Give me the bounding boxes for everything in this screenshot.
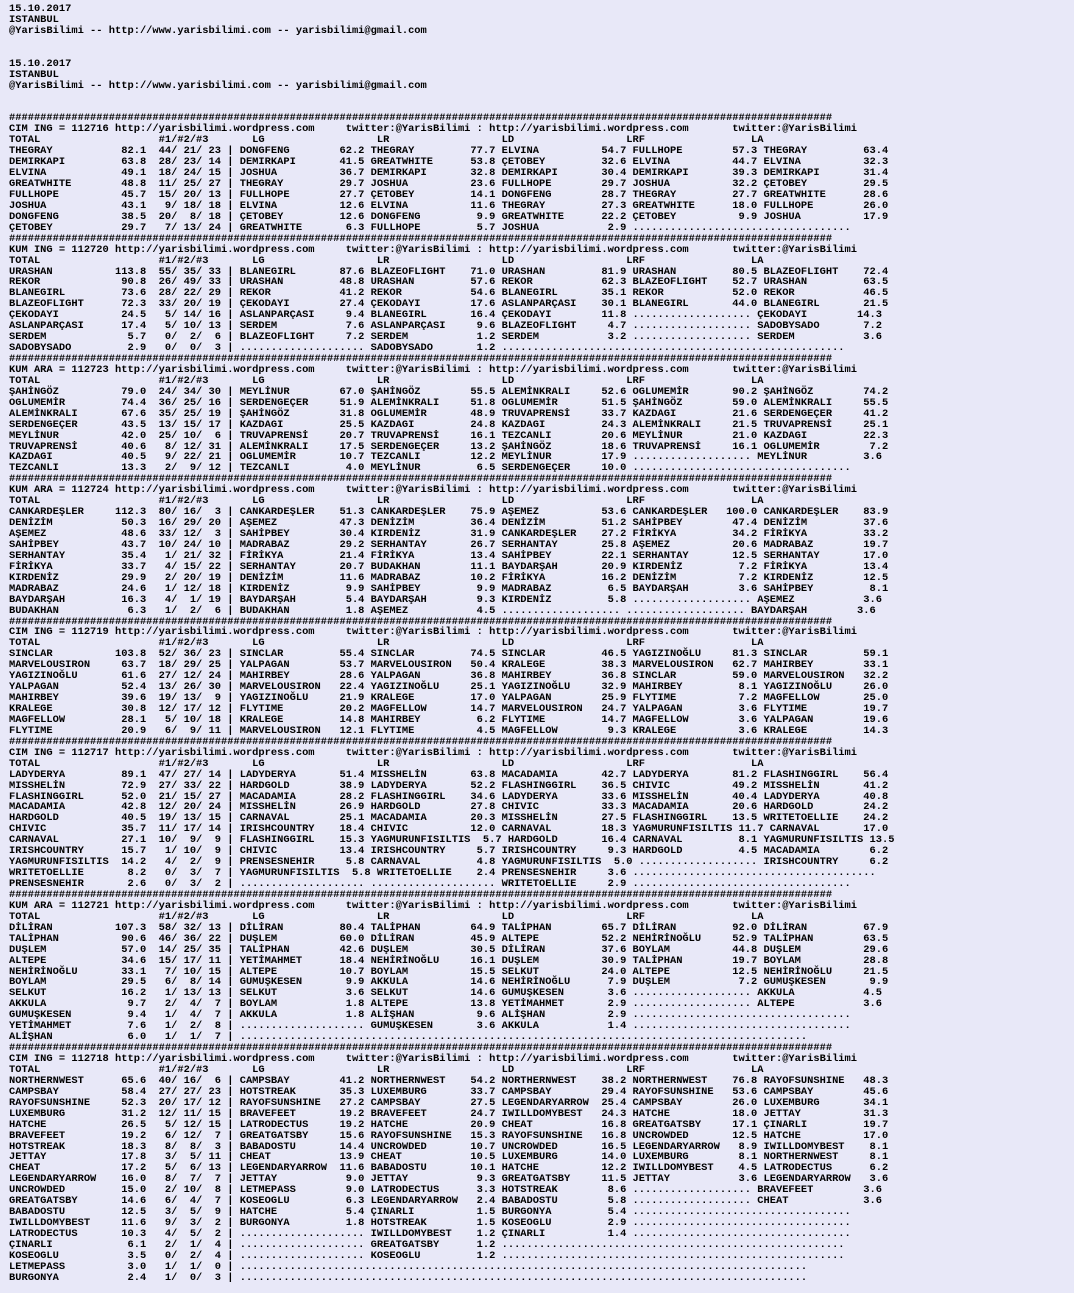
text-line: #################################################################################################################################### <box>9 1042 833 1055</box>
text-line: ÇINARLI 6.1 2/ 1/ 4 | .................... GREATGATSBY 1.2 ....................................................... <box>9 1238 845 1251</box>
text-line: ALEMİNKRALI 67.6 35/ 25/ 19 | ŞAHİNGÖZ 31.8 OGLUMEMİR 48.9 TRUVAPRENSİ 33.7 KAZDAGI 21.6 SERDENGEÇER 41.2 <box>9 407 889 420</box>
text-line: SAHİPBEY 43.7 10/ 24/ 10 | MADRABAZ 29.2 SERHANTAY 26.7 SERHANTAY 25.8 AŞEMEZ 20.6 MADRABAZ 19.7 <box>9 538 889 551</box>
text-line: HATCHE 26.5 5/ 12/ 15 | LATRODECTUS 19.2 HATCHE 20.9 CHEAT 16.8 GREATGATSBY 17.1 ÇINARLI 19.7 <box>9 1118 889 1131</box>
text-line: CANKARDEŞLER 112.3 80/ 16/ 3 | CANKARDEŞLER 51.3 CANKARDEŞLER 75.9 AŞEMEZ 53.6 CANKARDEŞLER 100.0 CANKARDEŞLER 83.9 <box>9 506 889 519</box>
text-line: GUMUŞKESEN 9.4 1/ 4/ 7 | AKKULA 1.8 ALİŞHAN 9.6 ALİŞHAN 2.9 ................................... <box>9 1009 851 1022</box>
text-line: TOTAL #1/#2/#3 LG LR LD LRF LA <box>9 637 764 650</box>
text-line <box>9 92 894 103</box>
text-line: TOTAL #1/#2/#3 LG LR LD LRF LA <box>9 495 764 508</box>
text-line: MADRABAZ 24.6 1/ 12/ 18 | KIRDENİZ 9.9 SAHİPBEY 9.9 MADRABAZ 6.5 BAYDARŞAH 3.6 SAHİPBEY 8.1 <box>9 582 889 595</box>
text-line: DEMIRKAPI 63.8 28/ 23/ 14 | DEMIRKAPI 41.5 GREATWHITE 53.8 ÇETOBEY 32.6 ELVINA 44.7 ELVINA 32.3 <box>9 156 889 169</box>
text-line: KOSEOGLU 3.5 0/ 2/ 4 | .................... KOSEOGLU 1.2 ....................................................... <box>9 1249 845 1262</box>
text-line: MEYLİNUR 42.0 25/ 10/ 6 | TRUVAPRENSİ 20.7 TRUVAPRENSİ 16.1 TEZCANLI 20.6 MEYLİNUR 21.0 KAZDAGI 22.3 <box>9 429 889 442</box>
text-line: KUM ARA = 112724 http://yarisbilimi.wordpress.com twitter:@YarisBilimi : http://yarisbilimi.wordpress.com twitter:@YarisBilimi <box>9 484 858 497</box>
text-line: #################################################################################################################################### <box>9 112 833 125</box>
text-line: NEHİRİNOĞLU 33.1 7/ 10/ 15 | ALTEPE 10.7 BOYLAM 15.5 SELKUT 24.0 ALTEPE 12.5 NEHİRİNOĞLU 21.5 <box>9 965 889 978</box>
text-line: IWILLDOMYBEST 11.6 9/ 3/ 2 | BURGONYA 1.8 HOTSTREAK 1.5 KOSEOGLU 2.9 ................................... <box>9 1217 851 1230</box>
text-line: URASHAN 113.8 55/ 35/ 33 | BLANEGIRL 87.6 BLAZEOFLIGHT 71.0 URASHAN 81.9 URASHAN 80.5 BLAZEOFLIGHT 72.4 <box>9 265 889 278</box>
text-line: #################################################################################################################################### <box>9 735 833 748</box>
text-line: CHEAT 17.2 5/ 6/ 13 | LEGENDARYARROW 11.6 BABADOSTU 10.1 HATCHE 12.2 IWILLDOMYBEST 4.5 LATRODECTUS 6.2 <box>9 1162 889 1175</box>
text-line: ALTEPE 34.6 15/ 17/ 11 | YETİMAHMET 18.4 NEHİRİNOĞLU 16.1 DUŞLEM 30.9 TALİPHAN 19.7 BOYLAM 28.8 <box>9 954 889 967</box>
text-line: ELVINA 49.1 18/ 24/ 15 | JOSHUA 36.7 DEMIRKAPI 32.8 DEMIRKAPI 30.4 DEMIRKAPI 39.3 DEMIRKAPI 31.4 <box>9 167 889 180</box>
text-line: FİRİKYA 33.7 4/ 15/ 22 | SERHANTAY 20.7 BUDAKHAN 11.1 BAYDARŞAH 20.9 KIRDENİZ 7.2 FİRİKYA 13.4 <box>9 560 889 573</box>
text-line: CARNAVAL 27.1 10/ 9/ 9 | FLASHINGGIRL 15.3 YAGMURUNFISILTIS 5.7 HARDGOLD 16.4 CARNAVAL 8.1 YAGMURUNFISILTIS 13.5 <box>9 834 895 847</box>
text-line: HARDGOLD 40.5 19/ 13/ 15 | CARNAVAL 25.1 MACADAMIA 20.3 MISSHELİN 27.5 FLASHINGGIRL 13.5 WRITETOELLIE 24.2 <box>9 812 889 825</box>
text-line: ŞAHİNGÖZ 79.0 24/ 34/ 30 | MEYLİNUR 67.0 ŞAHİNGÖZ 55.5 ALEMİNKRALI 52.6 OGLUMEMİR 90.2 ŞAHİNGÖZ 74.2 <box>9 385 889 398</box>
text-line: #################################################################################################################################### <box>9 353 833 365</box>
text-line: @YarisBilimi -- http://www.yarisbilimi.com -- yarisbilimi@gmail.com <box>9 79 427 92</box>
text-line: SERHANTAY 35.4 1/ 21/ 32 | FİRİKYA 21.4 FİRİKYA 13.4 SAHİPBEY 22.1 SERHANTAY 12.5 SERHANTAY 17.0 <box>9 549 889 562</box>
text-line: FULLHOPE 45.7 15/ 20/ 13 | FULLHOPE 27.7 ÇETOBEY 14.1 DONGFENG 28.7 THEGRAY 27.7 GREATWHITE 28.6 <box>9 188 889 201</box>
text-line: GREATGATSBY 14.6 6/ 4/ 7 | KOSEOGLU 6.3 LEGENDARYARROW 2.4 BABADOSTU 5.8 ................... CHEAT 3.6 <box>9 1195 882 1208</box>
text-line: TOTAL #1/#2/#3 LG LR LD LRF LA <box>9 254 764 267</box>
text-line: ISTANBUL <box>9 13 59 26</box>
text-line: KAZDAGI 40.5 9/ 22/ 21 | OGLUMEMİR 10.7 TEZCANLI 12.2 MEYLİNUR 17.9 ................... MEYLİNUR 3.6 <box>9 451 882 464</box>
text-line: @YarisBilimi -- http://www.yarisbilimi.com -- yarisbilimi@gmail.com <box>9 24 427 37</box>
text-line: JOSHUA 43.1 9/ 18/ 18 | ELVINA 12.6 ELVINA 11.6 THEGRAY 27.3 GREATWHITE 18.0 FULLHOPE 26.0 <box>9 199 889 212</box>
text-line: TOTAL #1/#2/#3 LG LR LD LRF LA <box>9 757 764 770</box>
text-line: 15.10.2017 <box>9 57 72 70</box>
text-line: KRALEGE 30.8 12/ 17/ 12 | FLYTIME 20.2 MAGFELLOW 14.7 MARVELOUSIRON 24.7 YALPAGAN 3.6 FLYTIME 19.7 <box>9 703 889 715</box>
text-line: TEZCANLI 13.3 2/ 9/ 12 | TEZCANLI 4.0 MEYLİNUR 6.5 SERDENGEÇER 10.0 ................................... <box>9 462 851 475</box>
text-line <box>9 37 894 48</box>
text-line: IRISHCOUNTRY 15.7 1/ 10/ 9 | CHIVIC 13.4 IRISHCOUNTRY 5.7 IRISHCOUNTRY 9.3 HARDGOLD 4.5 MACADAMIA 6.2 <box>9 845 889 858</box>
text-line: ÇEKODAYI 24.5 5/ 14/ 16 | ASLANPARÇASI 9.4 BLANEGIRL 16.4 ÇEKODAYI 11.8 ................... ÇEKODAYI 14.3 <box>9 309 882 322</box>
text-line: AŞEMEZ 48.6 33/ 12/ 3 | SAHİPBEY 30.4 KIRDENİZ 31.9 CANKARDEŞLER 27.2 FİRİKYA 34.2 FİRİKYA 33.2 <box>9 528 889 540</box>
text-line: SADOBYSADO 2.9 0/ 0/ 3 | .................... SADOBYSADO 1.2 ....................................................... <box>9 342 845 355</box>
text-line: SELKUT 16.2 1/ 13/ 13 | SELKUT 3.6 SELKUT 14.6 GUMUŞKESEN 3.6 ................... AKKULA 4.5 <box>9 987 882 1000</box>
text-line: YALPAGAN 52.4 13/ 26/ 30 | MARVELOUSIRON 22.4 YAGIZINOĞLU 25.1 YAGIZINOĞLU 32.9 MAHIRBEY 8.1 YAGIZINOĞLU 26.0 <box>9 681 889 694</box>
text-line: SINCLAR 103.8 52/ 36/ 23 | SINCLAR 55.4 SINCLAR 74.5 SINCLAR 46.5 YAGIZINOĞLU 81.3 SINCLAR 59.1 <box>9 648 889 661</box>
text-line: BUDAKHAN 6.3 1/ 2/ 6 | BUDAKHAN 1.8 AŞEMEZ 4.5 ................... ................... BAYDARŞAH 3.6 <box>9 604 876 617</box>
text-line: CIM ING = 112719 http://yarisbilimi.wordpress.com twitter:@YarisBilimi : http://yarisbilimi.wordpress.com twitter:@YarisBilimi <box>9 626 858 639</box>
text-line: #################################################################################################################################### <box>9 473 833 486</box>
text-line: GREATWHITE 48.8 11/ 25/ 27 | THEGRAY 29.7 JOSHUA 23.6 FULLHOPE 29.7 JOSHUA 32.2 ÇETOBEY 29.5 <box>9 178 889 190</box>
text-line: YAGIZINOĞLU 61.6 27/ 12/ 24 | MAHIRBEY 28.6 YALPAGAN 36.8 MAHIRBEY 36.8 SINCLAR 59.0 MARVELOUSIRON 32.2 <box>9 670 889 683</box>
text-line: BURGONYA 2.4 1/ 0/ 3 | ........................................................................................... <box>9 1271 808 1284</box>
text-line: OGLUMEMİR 74.4 36/ 25/ 16 | SERDENGEÇER 51.9 ALEMİNKRALI 51.8 OGLUMEMİR 51.5 ŞAHİNGÖZ 59.0 ALEMİNKRALI 55.5 <box>9 396 889 409</box>
text-line: LUXEMBURG 31.2 12/ 11/ 15 | BRAVEFEET 19.2 BRAVEFEET 24.7 IWILLDOMYBEST 24.3 HATCHE 18.0 JETTAY 31.3 <box>9 1107 889 1120</box>
text-line: UNCROWDED 15.0 2/ 10/ 8 | LETMEPASS 9.0 LATRODECTUS 3.3 HOTSTREAK 8.6 ................... BRAVEFEET 3.6 <box>9 1184 882 1197</box>
text-line: #################################################################################################################################### <box>9 888 833 901</box>
text-line: MISSHELİN 72.9 27/ 33/ 22 | HARDGOLD 38.9 LADYDERYA 52.2 FLASHINGGIRL 36.5 CHIVIC 49.2 MISSHELİN 41.2 <box>9 779 889 792</box>
text-line: CIM ING = 112718 http://yarisbilimi.wordpress.com twitter:@YarisBilimi : http://yarisbilimi.wordpress.com twitter:@YarisBilimi <box>9 1053 858 1065</box>
text-line: AKKULA 9.7 2/ 4/ 7 | BOYLAM 1.8 ALTEPE 13.8 YETİMAHMET 2.9 ................... ALTEPE 3.6 <box>9 998 882 1011</box>
text-line: NORTHERNWEST 65.6 40/ 16/ 6 | CAMPSBAY 41.2 NORTHERNWEST 54.2 NORTHERNWEST 38.2 NORTHERNWEST 76.8 RAYOFSUNSHINE 48.3 <box>9 1074 889 1087</box>
text-line: PRENSESNEHIR 2.6 0/ 3/ 2 | .................... .................... WRITETOELLIE 2.9 ................................... <box>9 878 851 890</box>
race-results-sheet <box>9 4 894 1284</box>
text-line: BLANEGIRL 73.6 28/ 22/ 29 | REKOR 41.2 REKOR 54.6 BLANEGIRL 35.1 REKOR 52.0 REKOR 46.5 <box>9 287 889 300</box>
text-line: CIM ING = 112717 http://yarisbilimi.wordpress.com twitter:@YarisBilimi : http://yarisbilimi.wordpress.com twitter:@YarisBilimi <box>9 746 858 759</box>
text-line: TRUVAPRENSİ 40.6 8/ 12/ 31 | ALEMİNKRALI 17.5 SERDENGEÇER 13.2 ŞAHİNGÖZ 18.6 TRUVAPRENSİ 16.1 OGLUMEMİR 7.2 <box>9 440 889 453</box>
text-line: KIRDENİZ 29.9 2/ 20/ 19 | DENİZİM 11.6 MADRABAZ 10.2 FİRİKYA 16.2 DENİZİM 7.2 KIRDENİZ 12.5 <box>9 571 889 584</box>
text-line: THEGRAY 82.1 44/ 21/ 23 | DONGFENG 62.2 THEGRAY 77.7 ELVINA 54.7 FULLHOPE 57.3 THEGRAY 63.4 <box>9 145 889 158</box>
text-line: WRITETOELLIE 8.2 0/ 3/ 7 | YAGMURUNFISILTIS 5.8 WRITETOELLIE 2.4 PRENSESNEHIR 3.6 ....................................... <box>9 867 876 880</box>
text-line: YETİMAHMET 7.6 1/ 2/ 8 | .................... GUMUŞKESEN 3.6 AKKULA 1.4 ................................... <box>9 1020 851 1033</box>
text-line: MAHIRBEY 39.6 19/ 13/ 9 | YAGIZINOĞLU 21.9 KRALEGE 17.0 YALPAGAN 25.9 FLYTIME 7.2 MAGFELLOW 25.0 <box>9 692 889 705</box>
text-line: TOTAL #1/#2/#3 LG LR LD LRF LA <box>9 1063 764 1076</box>
text-line: YAGMURUNFISILTIS 14.2 4/ 2/ 9 | PRENSESNEHIR 5.8 CARNAVAL 4.8 YAGMURUNFISILTIS 5.0 ................... IRISHCOUNTRY 6.2 <box>9 856 889 869</box>
text-line: MACADAMIA 42.8 12/ 20/ 24 | MISSHELİN 26.9 HARDGOLD 27.8 CHIVIC 33.3 MACADAMIA 20.6 HARDGOLD 24.2 <box>9 801 889 814</box>
text-line: FLASHINGGIRL 52.0 21/ 15/ 27 | MACADAMIA 28.2 FLASHINGGIRL 34.6 LADYDERYA 33.6 MISSHELİN 40.4 LADYDERYA 40.8 <box>9 790 889 803</box>
text-line: BLAZEOFLIGHT 72.3 33/ 20/ 19 | ÇEKODAYI 27.4 ÇEKODAYI 17.6 ASLANPARÇASI 30.1 BLANEGIRL 44.0 BLANEGIRL 21.5 <box>9 298 889 311</box>
text-line: TOTAL #1/#2/#3 LG LR LD LRF LA <box>9 374 764 387</box>
text-line: MARVELOUSIRON 63.7 18/ 29/ 25 | YALPAGAN 53.7 MARVELOUSIRON 50.4 KRALEGE 38.3 MARVELOUSIRON 62.7 MAHIRBEY 33.1 <box>9 659 889 672</box>
text-line: TALİPHAN 90.6 46/ 36/ 22 | DUŞLEM 60.0 DİLİRAN 45.9 ALTEPE 52.2 NEHİRİNOĞLU 52.9 TALİPHAN 63.5 <box>9 932 889 945</box>
text-line: CHIVIC 35.7 11/ 17/ 14 | IRISHCOUNTRY 18.4 CHIVIC 12.0 CARNAVAL 18.3 YAGMURUNFISILTIS 11.7 CARNAVAL 17.0 <box>9 823 889 836</box>
text-line: RAYOFSUNSHINE 52.3 20/ 17/ 12 | RAYOFSUNSHINE 27.2 CAMPSBAY 27.5 LEGENDARYARROW 25.4 CAMPSBAY 26.0 LUXEMBURG 34.1 <box>9 1096 889 1109</box>
text-line: BOYLAM 29.5 6/ 8/ 14 | GUMUŞKESEN 9.9 AKKULA 14.6 NEHİRİNOĞLU 7.9 DUŞLEM 7.2 GUMUŞKESEN 9.9 <box>9 976 889 989</box>
text-line: TOTAL #1/#2/#3 LG LR LD LRF LA <box>9 910 764 923</box>
text-line: SERDEM 5.7 0/ 2/ 6 | BLAZEOFLIGHT 7.2 SERDEM 1.2 SERDEM 3.2 ................... SERDEM 3.6 <box>9 331 882 344</box>
text-line: MAGFELLOW 28.1 5/ 10/ 18 | KRALEGE 14.8 MAHIRBEY 6.2 FLYTIME 14.7 MAGFELLOW 3.6 YALPAGAN 19.6 <box>9 713 889 726</box>
text-line: DONGFENG 38.5 20/ 8/ 18 | ÇETOBEY 12.6 DONGFENG 9.9 GREATWHITE 22.2 ÇETOBEY 9.9 JOSHUA 17.9 <box>9 210 889 223</box>
text-line: BABADOSTU 12.5 3/ 5/ 9 | HATCHE 5.4 ÇINARLI 1.5 BURGONYA 5.4 ................................... <box>9 1206 851 1219</box>
text-line: TOTAL #1/#2/#3 LG LR LD LRF LA <box>9 134 764 147</box>
text-line: BRAVEFEET 19.2 6/ 12/ 7 | GREATGATSBY 15.6 RAYOFSUNSHINE 15.3 RAYOFSUNSHINE 16.8 UNCROWDED 12.5 HATCHE 17.0 <box>9 1129 889 1142</box>
text-line: #################################################################################################################################### <box>9 615 833 628</box>
text-line: 15.10.2017 <box>9 3 72 15</box>
text-line: KUM ARA = 112721 http://yarisbilimi.wordpress.com twitter:@YarisBilimi : http://yarisbilimi.wordpress.com twitter:@YarisBilimi <box>9 899 858 912</box>
text-line: CIM ING = 112716 http://yarisbilimi.wordpress.com twitter:@YarisBilimi : http://yarisbilimi.wordpress.com twitter:@YarisBilimi <box>9 123 858 136</box>
text-line: KUM ARA = 112723 http://yarisbilimi.wordpress.com twitter:@YarisBilimi : http://yarisbilimi.wordpress.com twitter:@YarisBilimi <box>9 363 858 376</box>
text-line: FLYTIME 20.9 6/ 9/ 11 | MARVELOUSIRON 12.1 FLYTIME 4.5 MAGFELLOW 9.3 KRALEGE 3.6 KRALEGE 14.3 <box>9 724 889 737</box>
text-line: LATRODECTUS 10.3 4/ 5/ 2 | .................... IWILLDOMYBEST 1.2 ÇINARLI 1.4 ................................... <box>9 1228 851 1240</box>
text-line: CAMPSBAY 58.4 27/ 27/ 23 | HOTSTREAK 35.3 LUXEMBURG 33.7 CAMPSBAY 29.4 RAYOFSUNSHINE 53.6 CAMPSBAY 45.6 <box>9 1085 889 1098</box>
text-line: #################################################################################################################################### <box>9 232 833 245</box>
text-line <box>9 48 894 59</box>
text-line: BAYDARŞAH 16.3 4/ 1/ 19 | BAYDARŞAH 5.4 BAYDARŞAH 9.3 KIRDENİZ 5.8 ................... AŞEMEZ 3.6 <box>9 593 882 606</box>
text-line: JETTAY 17.8 3/ 5/ 11 | CHEAT 13.9 CHEAT 10.5 LUXEMBURG 14.0 LUXEMBURG 8.1 NORTHERNWEST 8.1 <box>9 1151 889 1164</box>
text-line: HOTSTREAK 18.3 8/ 8/ 3 | BABADOSTU 14.4 UNCROWDED 10.7 UNCROWDED 16.5 LEGENDARYARROW 8.9 IWILLDOMYBEST 8.1 <box>9 1140 889 1153</box>
text-line: DENİZİM 50.3 16/ 29/ 20 | AŞEMEZ 47.3 DENİZİM 36.4 DENİZİM 51.2 SAHİPBEY 47.4 DENİZİM 37.6 <box>9 517 889 530</box>
text-line: LETMEPASS 3.0 1/ 1/ 0 | ........................................................................................... <box>9 1260 808 1273</box>
text-line: ALİŞHAN 6.0 1/ 1/ 7 | ........................................................................................... <box>9 1031 808 1044</box>
text-line: KUM ING = 112720 http://yarisbilimi.wordpress.com twitter:@YarisBilimi : http://yarisbilimi.wordpress.com twitter:@YarisBilimi <box>9 243 858 256</box>
text-line: LEGENDARYARROW 16.0 8/ 7/ 7 | JETTAY 9.0 JETTAY 9.3 GREATGATSBY 11.5 JETTAY 3.6 LEGENDARYARROW 3.6 <box>9 1173 889 1186</box>
text-line: SERDENGEÇER 43.5 13/ 15/ 17 | KAZDAGI 25.5 KAZDAGI 24.8 KAZDAGI 24.3 ALEMİNKRALI 21.5 TRUVAPRENSİ 25.1 <box>9 418 889 431</box>
text-line: DUŞLEM 57.0 14/ 25/ 35 | TALİPHAN 42.6 DUŞLEM 30.5 DİLİRAN 37.6 BOYLAM 44.8 DUŞLEM 29.6 <box>9 943 889 956</box>
text-line: REKOR 90.8 26/ 49/ 33 | URASHAN 48.8 URASHAN 57.6 REKOR 62.3 BLAZEOFLIGHT 52.7 URASHAN 63.5 <box>9 276 889 289</box>
text-line: DİLİRAN 107.3 58/ 32/ 13 | DİLİRAN 80.4 TALİPHAN 64.9 TALİPHAN 65.7 DİLİRAN 92.0 DİLİRAN 67.9 <box>9 921 889 934</box>
text-line: LADYDERYA 89.1 47/ 27/ 14 | LADYDERYA 51.4 MISSHELİN 63.8 MACADAMIA 42.7 LADYDERYA 81.2 FLASHINGGIRL 56.4 <box>9 768 889 781</box>
text-line: ISTANBUL <box>9 68 59 81</box>
text-line: ASLANPARÇASI 17.4 5/ 10/ 13 | SERDEM 7.6 ASLANPARÇASI 9.6 BLAZEOFLIGHT 4.7 ................... SADOBYSADO 7.2 <box>9 320 882 333</box>
text-line: ÇETOBEY 29.7 7/ 13/ 24 | GREATWHITE 6.3 FULLHOPE 5.7 JOSHUA 2.9 ................................... <box>9 221 851 234</box>
